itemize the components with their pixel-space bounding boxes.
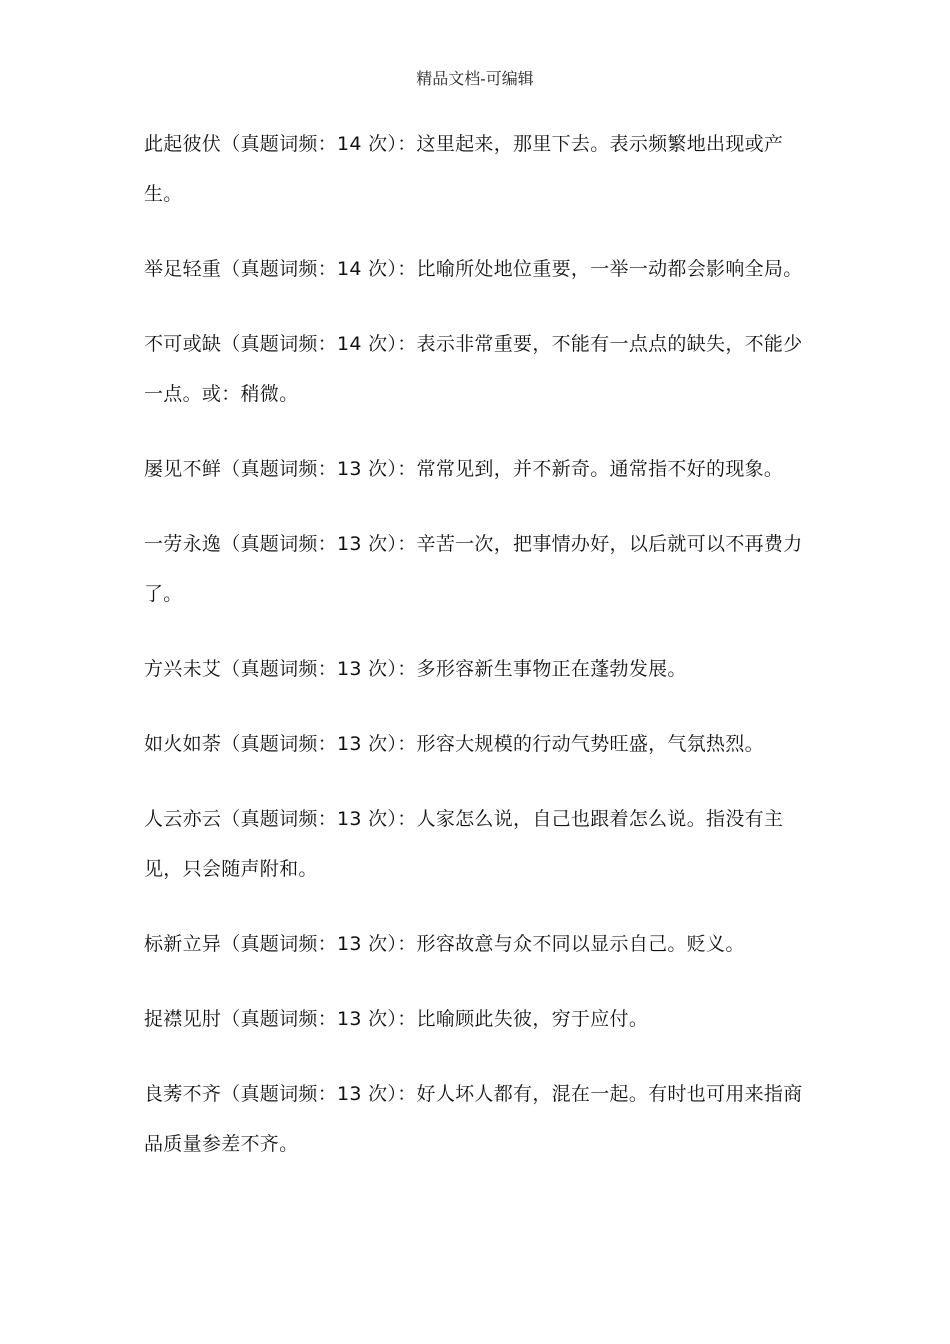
idiom-entry: 良莠不齐（真题词频：13 次）：好人坏人都有，混在一起。有时也可用来指商品质量参差不齐。 xyxy=(144,1083,803,1155)
idiom-entry: 人云亦云（真题词频：13 次）：人家怎么说，自己也跟着怎么说。指没有主见，只会随声附和。 xyxy=(144,808,784,880)
idiom-entry: 一劳永逸（真题词频：13 次）：辛苦一次，把事情办好，以后就可以不再费力了。 xyxy=(144,533,803,605)
idiom-entry: 标新立异（真题词频：13 次）：形容故意与众不同以显示自己。贬义。 xyxy=(144,933,745,955)
idiom-entry: 方兴未艾（真题词频：13 次）：多形容新生事物正在蓬勃发展。 xyxy=(144,658,687,680)
idiom-list xyxy=(144,119,814,1169)
idiom-entry: 此起彼伏（真题词频：14 次）：这里起来，那里下去。表示频繁地出现或产生。 xyxy=(144,133,784,205)
idiom-entry: 举足轻重（真题词频：14 次）：比喻所处地位重要，一举一动都会影响全局。 xyxy=(144,258,803,280)
idiom-entry: 屡见不鲜（真题词频：13 次）：常常见到，并不新奇。通常指不好的现象。 xyxy=(144,458,784,480)
idiom-entry: 如火如荼（真题词频：13 次）：形容大规模的行动气势旺盛，气氛热烈。 xyxy=(144,733,764,755)
page-header: 精品文档-可编辑 xyxy=(416,69,534,88)
idiom-entry: 不可或缺（真题词频：14 次）：表示非常重要，不能有一点点的缺失，不能少一点。或：稍微。 xyxy=(144,333,803,405)
idiom-entry: 捉襟见肘（真题词频：13 次）：比喻顾此失彼，穷于应付。 xyxy=(144,1008,649,1030)
